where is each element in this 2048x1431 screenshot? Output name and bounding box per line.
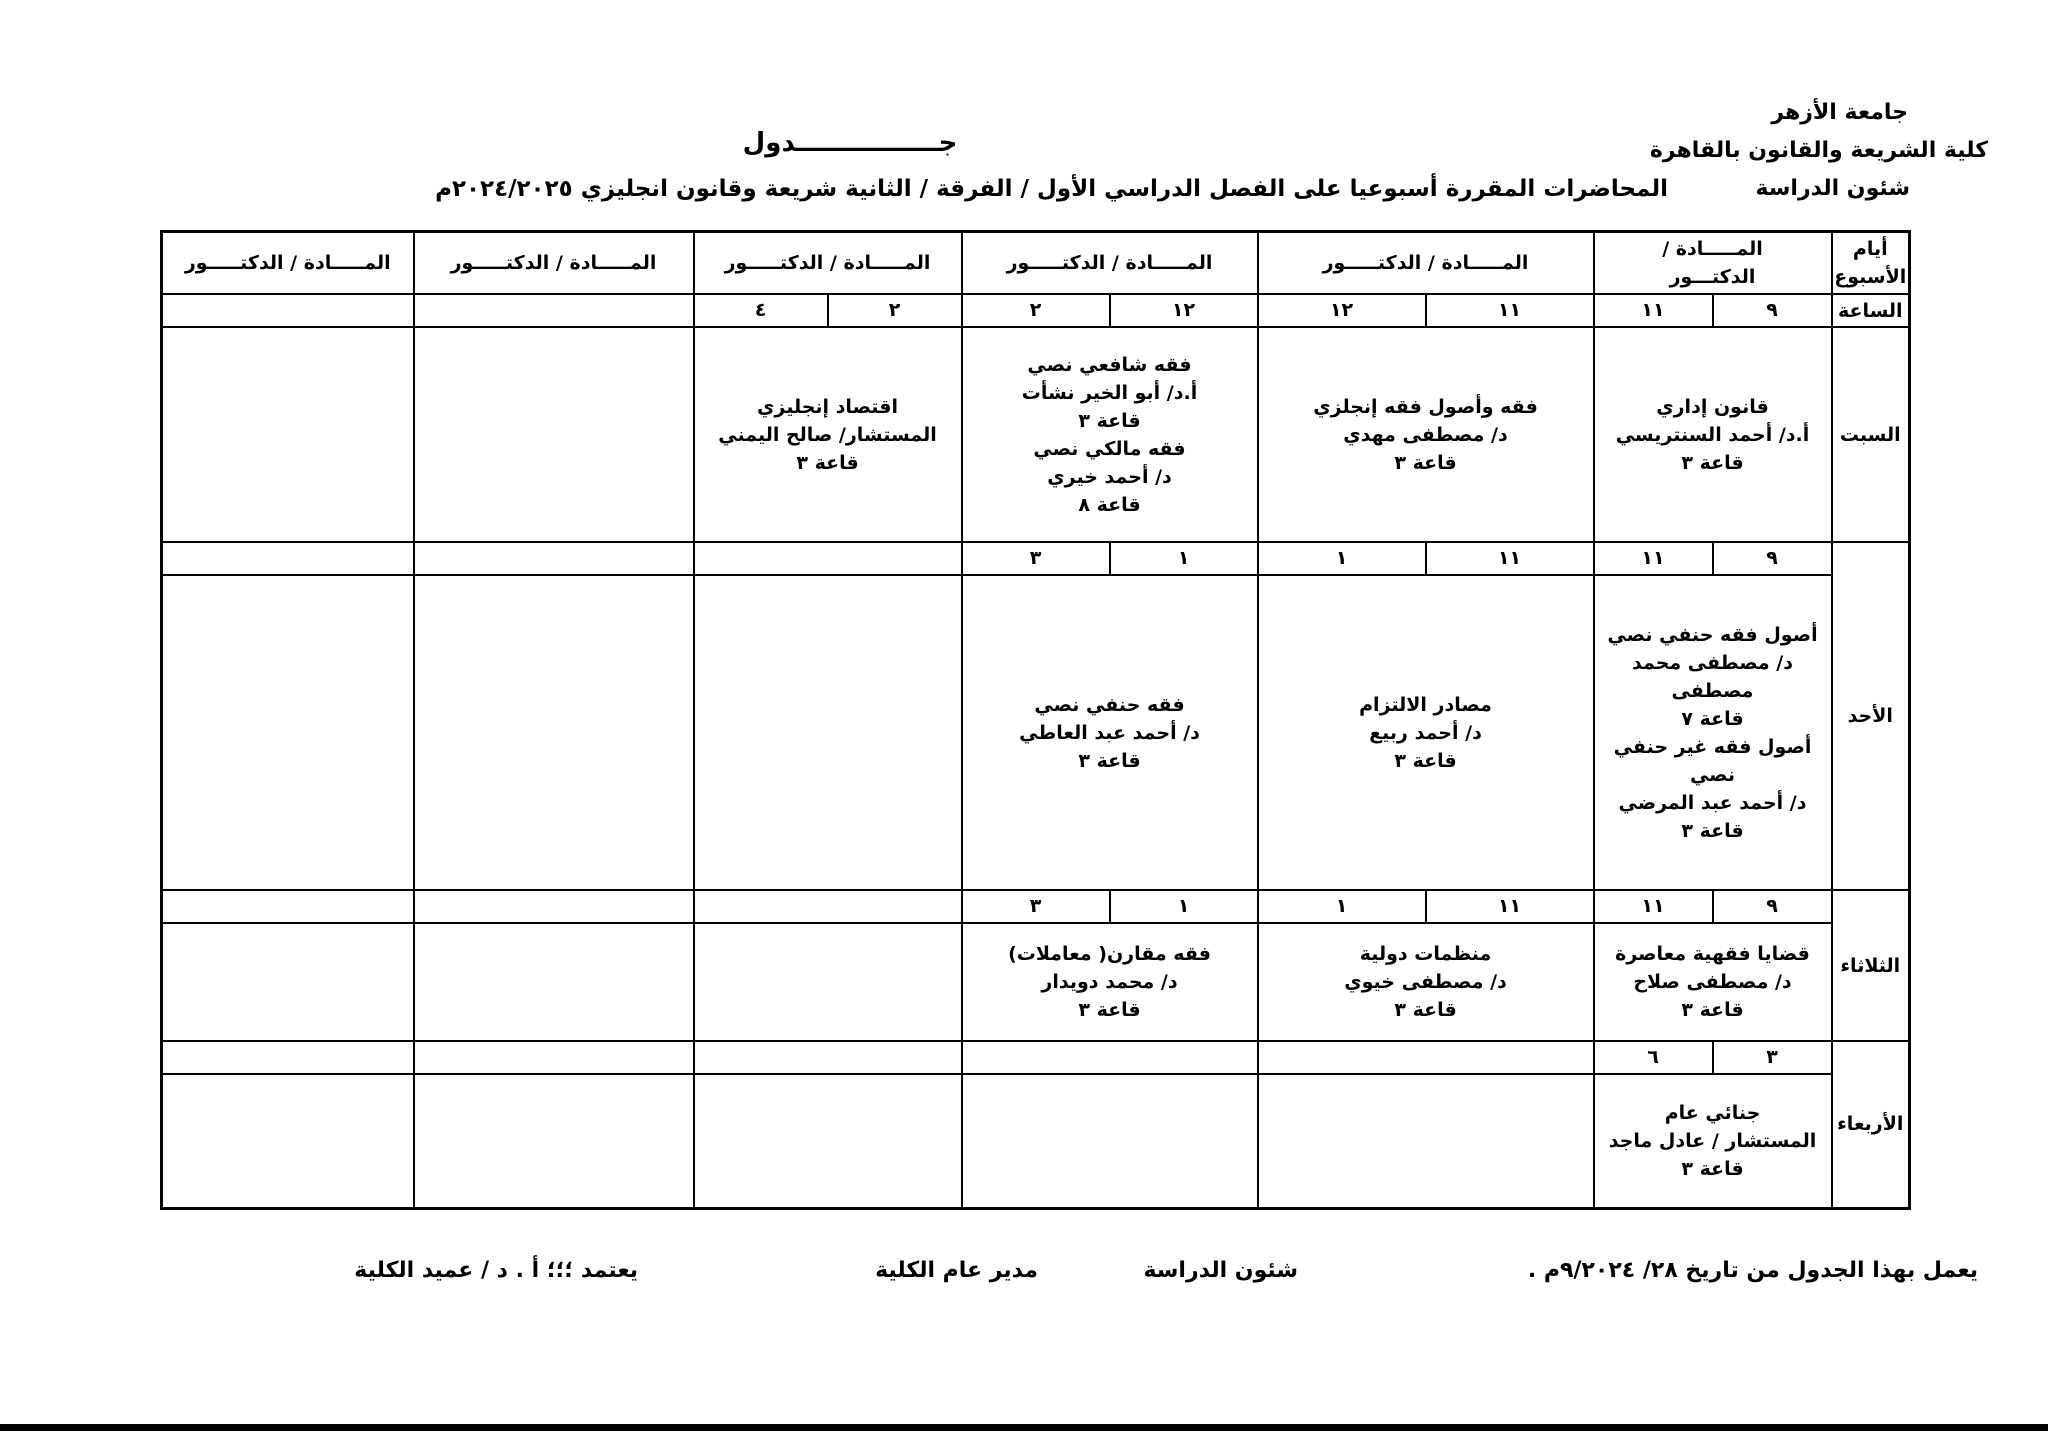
lecture-line: مصادر الالتزام [1359,693,1492,716]
content-row [162,575,1910,890]
document-subtitle: المحاضرات المقررة أسبوعيا على الفصل الدراسي الأول / الفرقة / الثانية شريعة وقانون انجليزي ٢٠٢٤/٢٠٢٥م [435,176,1668,202]
lecture-line: د/ مصطفى صلاح [1633,971,1792,993]
time-cell [414,1041,694,1074]
schedule-table [160,230,1911,1210]
header-line: المـــــادة / الدكتـــــور [184,252,391,274]
lecture-line: قاعة ٧ [1681,707,1744,730]
lecture-cell [694,327,962,542]
time-cell [1258,1041,1594,1074]
time-end: ١١ [1595,891,1714,922]
lecture-line: قاعة ٣ [1394,999,1457,1021]
lecture-line: قضايا فقهية معاصرة [1615,943,1810,965]
time-cell [694,294,962,327]
lecture-cell [162,1074,414,1208]
lecture-cell [694,923,962,1041]
time-cell [694,542,962,575]
time-cell [162,542,414,575]
college-name: كلية الشريعة والقانون بالقاهرة [1649,138,1988,163]
time-cell [962,1041,1258,1074]
day-label: الأحد [1832,542,1910,890]
lecture-cell [962,327,1258,542]
lecture-line: قاعة ٣ [1394,749,1457,772]
lecture-cell [962,923,1258,1041]
days-column-header [1832,232,1910,295]
subject-header [1594,232,1832,295]
day-label: السبت [1832,327,1910,542]
lecture-cell [962,1074,1258,1208]
time-start: ١٢ [1171,299,1196,321]
header-line: الأسبوع [1834,266,1907,288]
lecture-line: فقه مالكي نصي [1033,437,1186,460]
time-start: ٣ [1766,1046,1778,1068]
lecture-line: أصول فقه غير حنفي [1613,735,1812,758]
lecture-line: قاعة ٣ [1394,451,1457,474]
header-line: المـــــادة / [1662,238,1763,260]
lecture-cell [962,575,1258,890]
lecture-line: قاعة ٣ [1681,819,1744,842]
lecture-line: قانون إداري [1656,395,1769,418]
lecture-line: قاعة ٣ [1681,999,1744,1021]
subject-header [962,232,1258,295]
subject-header [694,232,962,295]
time-cell [414,294,694,327]
lecture-line: منظمات دولية [1359,943,1492,965]
time-start: ١ [1177,895,1190,917]
header-line: المـــــادة / الدكتـــــور [1322,252,1529,274]
lecture-cell [162,575,414,890]
time-end: ١ [1259,543,1427,574]
lecture-line: د/ مصطفى خيوي [1344,971,1507,993]
time-cell [962,542,1258,575]
header-line: المـــــادة / الدكتـــــور [1006,252,1213,274]
header-line: المـــــادة / الدكتـــــور [450,252,657,274]
lecture-cell [414,575,694,890]
time-end: ٣ [963,891,1111,922]
lecture-line: فقه وأصول فقه إنجلزي [1313,395,1538,418]
lecture-line: أ.د/ أحمد السنتريسي [1615,423,1810,446]
lecture-line: المستشار / عادل ماجد [1608,1129,1817,1152]
lecture-line: اقتصاد إنجليزي [756,395,898,418]
lecture-line: فقه مقارن( معاملات) [1008,943,1211,965]
time-start: ١١ [1497,547,1522,569]
lecture-cell [694,575,962,890]
lecture-line: قاعة ٣ [1078,409,1141,432]
time-cell [1594,294,1832,327]
university-name: جامعة الأزهر [1771,100,1908,125]
hour-label: الساعة [1832,294,1910,327]
time-start: ١١ [1497,895,1522,917]
lecture-cell [1258,575,1594,890]
time-cell [694,890,962,923]
lecture-cell [414,327,694,542]
lecture-line: أ.د/ أبو الخير نشأت [1021,381,1198,404]
day-label: الثلاثاء [1832,890,1910,1041]
effective-date-note: يعمل بهذا الجدول من تاريخ ٢٨/ ٩/٢٠٢٤م . [1527,1258,1978,1283]
time-cell [1258,542,1594,575]
affairs-signature: شئون الدراسة [1143,1258,1298,1283]
lecture-line: نصي [1689,763,1736,786]
time-start: ١ [1177,547,1190,569]
time-row [162,1041,1910,1074]
time-cell [162,1041,414,1074]
lecture-line: المستشار/ صالح اليمني [718,423,937,446]
lecture-line: د/ أحمد ربيع [1369,721,1482,744]
time-start: ٩ [1766,895,1778,917]
director-signature: مدير عام الكلية [875,1258,1038,1283]
lecture-cell [1594,1074,1832,1208]
lecture-line: فقه حنفي نصي [1034,693,1185,716]
time-end: ٦ [1595,1042,1714,1073]
time-cell [162,294,414,327]
lecture-line: قاعة ٣ [796,451,859,474]
lecture-cell [1594,327,1832,542]
lecture-cell [1594,923,1832,1041]
lecture-line: د/ أحمد عبد المرضي [1618,791,1807,814]
lecture-line: د/ أحمد عبد العاطي [1019,721,1200,744]
document-title: جــــــــــــــــدول [742,128,958,158]
lecture-cell [694,1074,962,1208]
time-cell [414,890,694,923]
time-row [162,294,1910,327]
header-row [162,232,1910,295]
time-end: ١١ [1595,295,1714,326]
subject-header [414,232,694,295]
content-row [162,1074,1910,1208]
time-cell [162,890,414,923]
header-line: المـــــادة / الدكتـــــور [724,252,931,274]
time-end: ١٢ [1259,295,1427,326]
time-end: ١١ [1595,543,1714,574]
content-row [162,327,1910,542]
lecture-line: د/ مصطفى محمد مصطفى [1632,651,1793,702]
lecture-line: قاعة ٣ [1078,749,1141,772]
content-row [162,923,1910,1041]
time-start: ٩ [1766,299,1778,321]
header-line: الدكتـــور [1669,266,1756,288]
time-cell [414,542,694,575]
scan-bottom-edge [0,1424,2048,1431]
header-line: أيام [1852,238,1888,260]
time-cell [1258,294,1594,327]
time-cell [962,890,1258,923]
time-cell [1594,542,1832,575]
lecture-line: فقه شافعي نصي [1027,353,1192,376]
time-cell [1258,890,1594,923]
dean-approval: يعتمد ؛؛؛ أ . د / عميد الكلية [354,1258,638,1283]
lecture-line: د/ محمد دويدار [1041,971,1178,993]
lecture-line: قاعة ٣ [1681,1157,1744,1180]
lecture-cell [414,923,694,1041]
lecture-line: د/ أحمد خيري [1047,465,1172,488]
lecture-cell [414,1074,694,1208]
lecture-cell [1258,1074,1594,1208]
time-cell [962,294,1258,327]
lecture-cell [162,327,414,542]
time-end: ٣ [963,543,1111,574]
lecture-line: أصول فقه حنفي نصي [1607,623,1818,646]
time-start: ١١ [1497,299,1522,321]
lecture-cell [1258,327,1594,542]
lecture-cell [1594,575,1832,890]
time-cell [1594,1041,1832,1074]
lecture-line: قاعة ٨ [1078,493,1141,516]
time-end: ٤ [695,295,829,326]
time-cell [1594,890,1832,923]
time-cell [694,1041,962,1074]
lecture-line: قاعة ٣ [1078,999,1141,1021]
time-start: ٩ [1766,547,1778,569]
lecture-line: د/ مصطفى مهدي [1343,423,1508,446]
department-name: شئون الدراسة [1755,176,1910,201]
time-start: ٢ [888,299,901,321]
day-label: الأربعاء [1832,1041,1910,1208]
subject-header [162,232,414,295]
lecture-line: قاعة ٣ [1681,451,1744,474]
time-end: ١ [1259,891,1427,922]
lecture-cell [1258,923,1594,1041]
time-end: ٢ [963,295,1111,326]
subject-header [1258,232,1594,295]
lecture-cell [162,923,414,1041]
lecture-line: جنائي عام [1664,1101,1761,1124]
time-row [162,542,1910,575]
time-row [162,890,1910,923]
